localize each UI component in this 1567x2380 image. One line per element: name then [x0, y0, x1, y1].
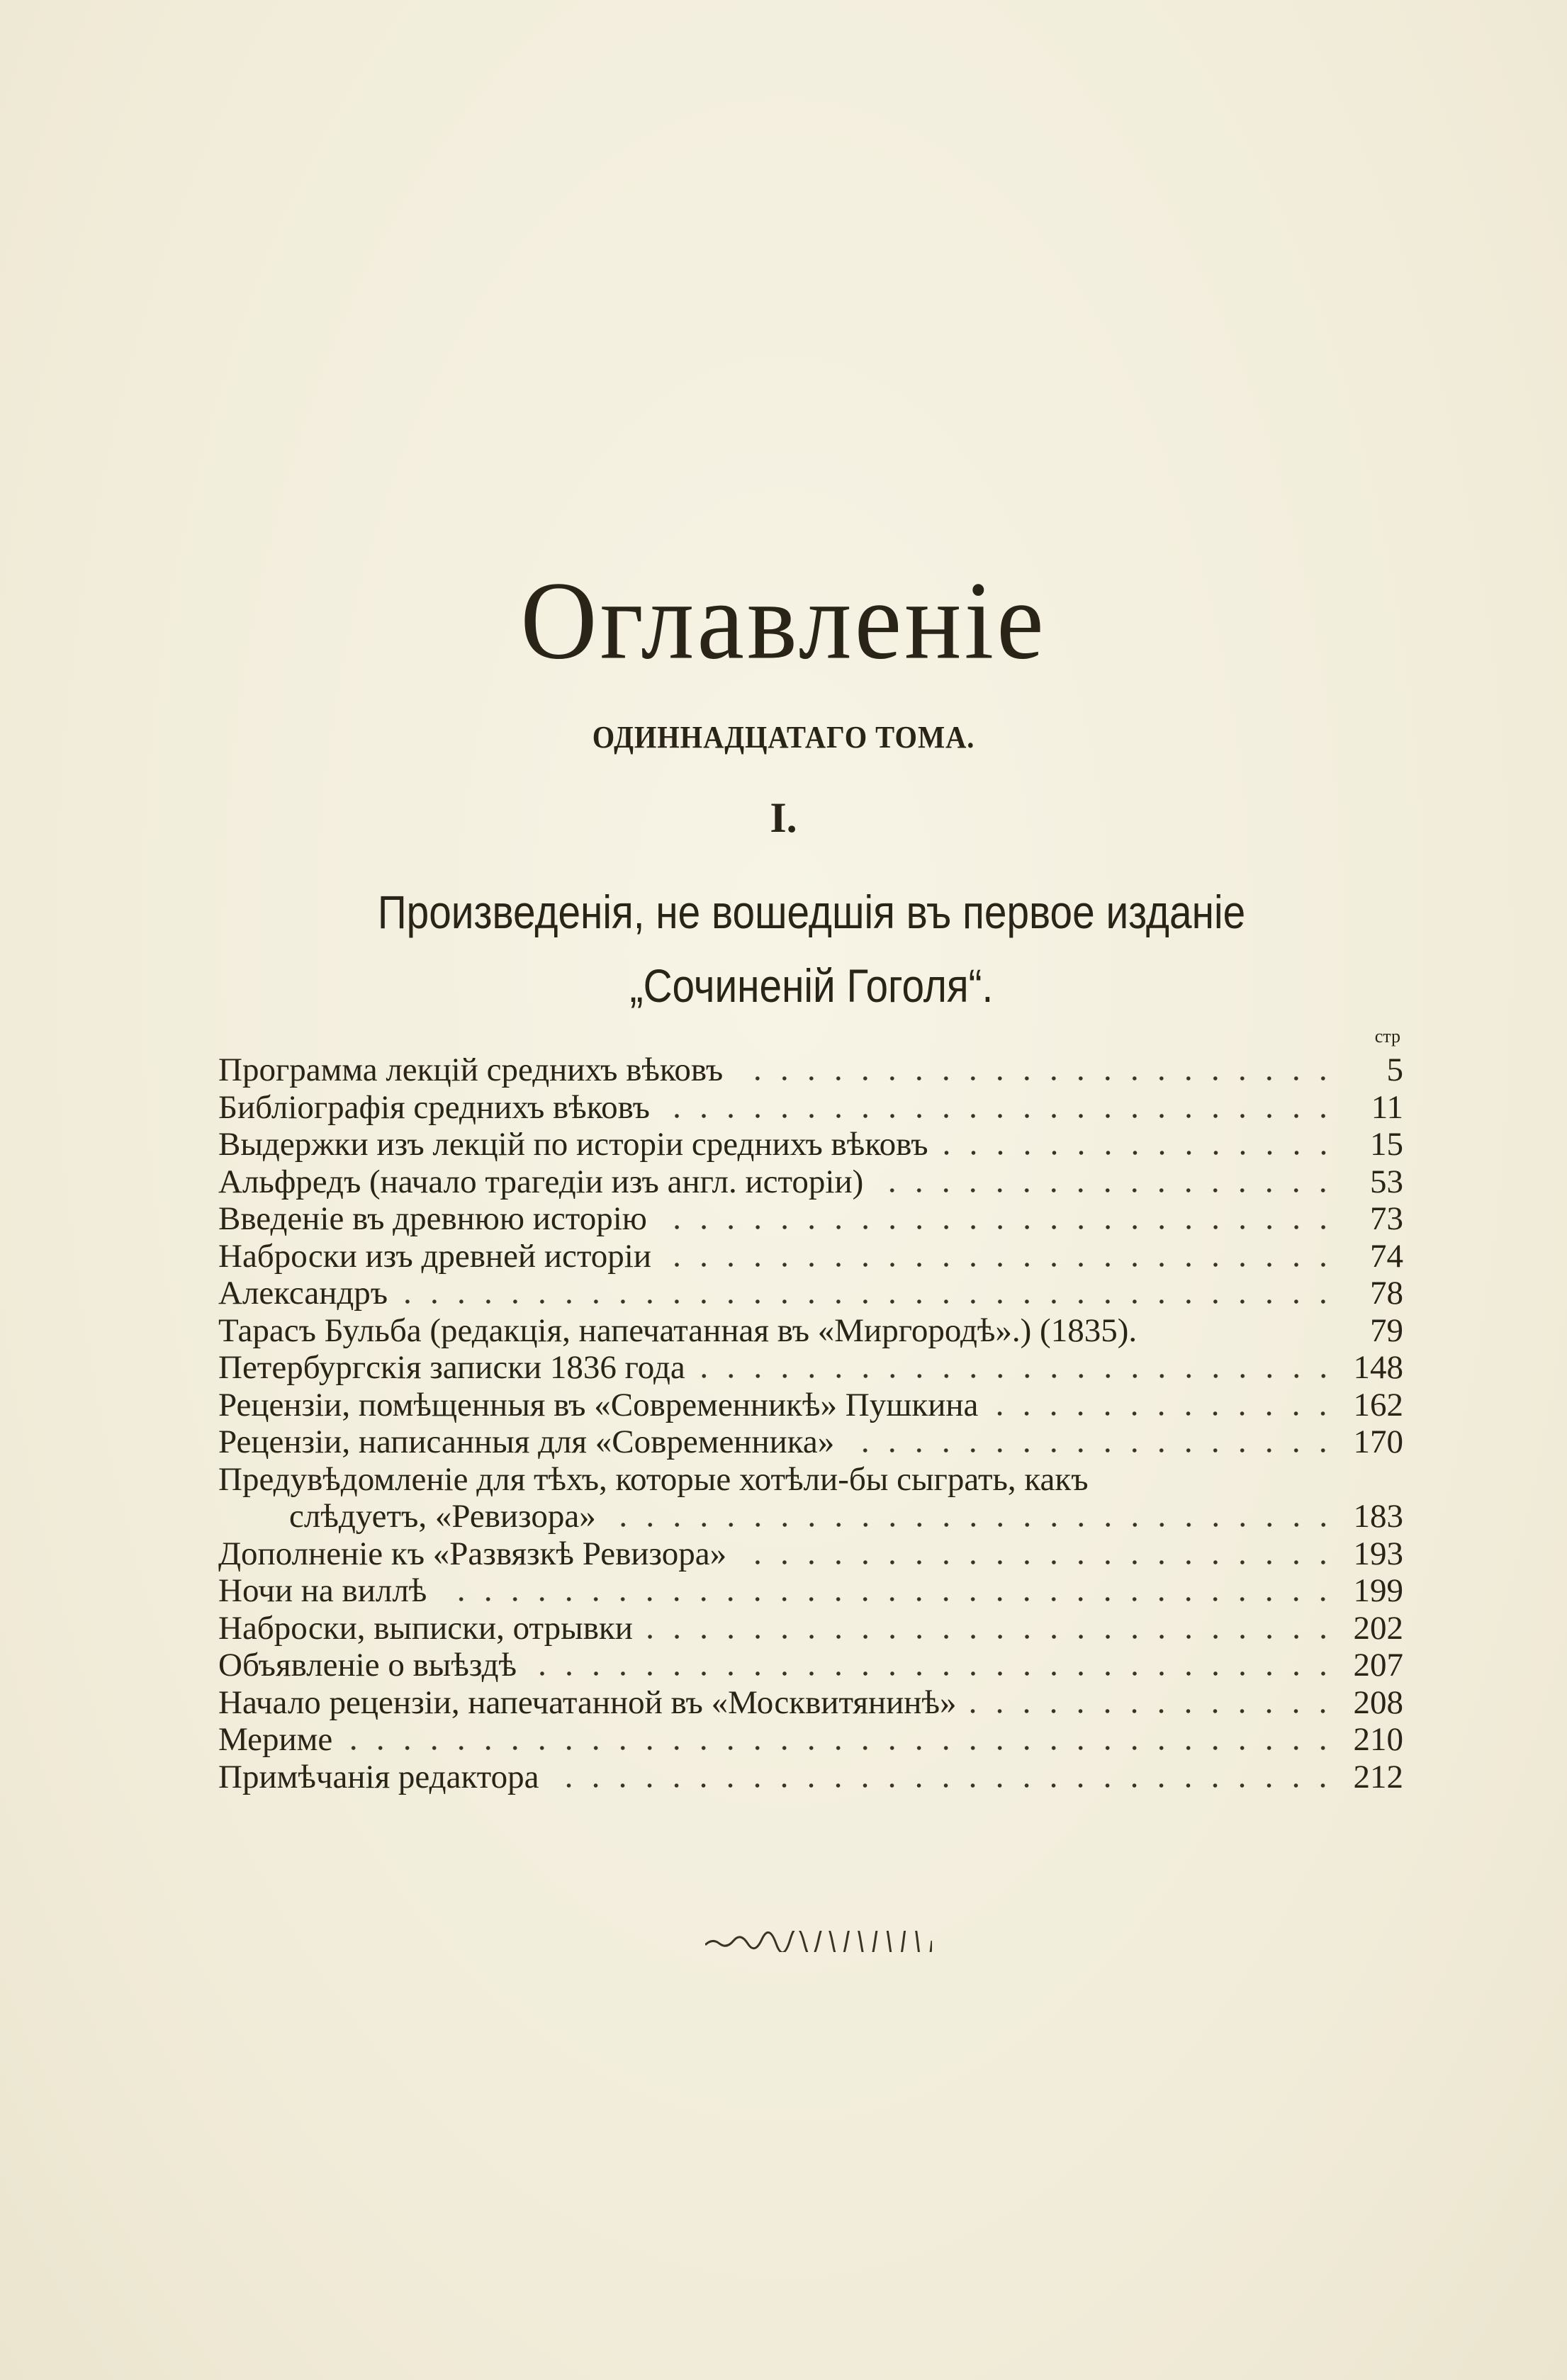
entry-title: Ночи на виллѣ — [218, 1572, 427, 1609]
toc-entry — [218, 1051, 1403, 1089]
toc-entry — [218, 1312, 1403, 1350]
entry-title: Наброски, выписки, отрывки — [218, 1609, 633, 1647]
entry-title: Выдержки изъ лекцій по исторіи среднихъ вѣковъ — [218, 1126, 928, 1163]
toc-entry — [218, 1238, 1403, 1275]
dot-leader — [938, 1151, 1337, 1155]
entry-page-number: 53 — [1370, 1163, 1403, 1200]
toc-entry — [218, 1684, 1403, 1722]
entry-title: Альфредъ (начало трагедіи изъ англ. исторіи) — [218, 1163, 864, 1200]
section-heading: Произведенія, не вошедшія въ первое изданіе „Сочиненій Гоголя“. — [377, 886, 1246, 1012]
entry-title: Наброски изъ древней исторіи — [218, 1237, 651, 1275]
table-of-contents — [218, 1051, 1403, 1795]
decorative-ornament-icon — [705, 1931, 932, 1952]
dot-leader — [844, 1448, 1337, 1453]
page-column-label: стр — [1374, 1026, 1400, 1047]
toc-entry — [218, 1126, 1403, 1163]
entry-page-number: 78 — [1370, 1275, 1403, 1312]
dot-leader — [661, 1263, 1337, 1267]
entry-title: Рецензіи, помѣщенныя въ «Современникѣ» Пушкина — [218, 1386, 979, 1423]
entry-title: Примѣчанія редактора — [218, 1758, 539, 1795]
entry-page-number: 148 — [1353, 1349, 1403, 1386]
dot-leader — [695, 1374, 1337, 1378]
toc-entry — [218, 1721, 1403, 1759]
entry-page-number: 193 — [1353, 1535, 1403, 1572]
page-title: Оглавленіе — [520, 558, 1047, 683]
dot-leader — [549, 1783, 1337, 1788]
entry-title: Программа лекцій среднихъ вѣковъ — [218, 1051, 724, 1088]
entry-title: Библіографія среднихъ вѣковъ — [218, 1088, 650, 1126]
toc-entry — [218, 1759, 1403, 1796]
entry-title: Дополненіе къ «Развязкѣ Ревизора» — [218, 1535, 727, 1572]
dot-leader — [988, 1411, 1337, 1416]
dot-leader — [398, 1299, 1337, 1304]
dot-leader — [733, 1076, 1337, 1081]
toc-entry — [218, 1163, 1403, 1201]
toc-entry — [218, 1349, 1403, 1387]
toc-entry — [218, 1461, 1403, 1499]
volume-subtitle: ОДИННАДЦАТАГО ТОМА. — [592, 720, 975, 755]
entry-title: Введеніе въ древнюю исторію — [218, 1200, 647, 1237]
toc-entry — [218, 1647, 1403, 1684]
entry-title: Объявленіе о выѣздѣ — [218, 1647, 517, 1684]
section-number: I. — [770, 794, 797, 841]
dot-leader — [966, 1709, 1337, 1713]
toc-entry — [218, 1387, 1403, 1424]
entry-title: Рецензіи, написанныя для «Современника» — [218, 1423, 835, 1460]
dot-leader — [657, 1225, 1337, 1229]
entry-page-number: 183 — [1353, 1498, 1403, 1535]
entry-page-number: 11 — [1371, 1088, 1403, 1126]
entry-page-number: 212 — [1353, 1758, 1403, 1795]
toc-entry — [218, 1423, 1403, 1461]
toc-entry — [218, 1572, 1403, 1610]
entry-title-continuation: слѣдуетъ, «Ревизора» — [289, 1498, 596, 1535]
entry-page-number: 74 — [1370, 1237, 1403, 1275]
toc-entry — [218, 1089, 1403, 1127]
dot-leader — [660, 1114, 1337, 1118]
dot-leader — [643, 1635, 1337, 1639]
dot-leader — [736, 1560, 1337, 1564]
dot-leader — [606, 1523, 1337, 1527]
dot-leader — [873, 1188, 1337, 1192]
toc-entry — [218, 1610, 1403, 1647]
entry-page-number: 162 — [1353, 1386, 1403, 1423]
entry-title: Предувѣдомленіе для тѣхъ, которые хотѣли-бы сыграть, какъ — [218, 1460, 1089, 1498]
entry-page-number: 170 — [1353, 1423, 1403, 1460]
toc-entry — [218, 1200, 1403, 1238]
entry-page-number: 210 — [1353, 1721, 1403, 1758]
toc-entry-continuation — [218, 1498, 1403, 1535]
entry-page-number: 202 — [1353, 1609, 1403, 1647]
entry-page-number: 199 — [1353, 1572, 1403, 1609]
entry-title: Тарасъ Бульба (редакція, напечатанная въ «Миргородѣ».) (1835). — [218, 1312, 1138, 1349]
entry-page-number: 79 — [1370, 1312, 1403, 1349]
entry-title: Петербургскія записки 1836 года — [218, 1349, 685, 1386]
entry-title: Александръ — [218, 1275, 388, 1312]
entry-title: Мериме — [218, 1721, 333, 1758]
toc-entry — [218, 1275, 1403, 1312]
dot-leader — [342, 1746, 1337, 1750]
dot-leader — [527, 1671, 1337, 1676]
entry-title: Начало рецензіи, напечатанной въ «Москвитянинѣ» — [218, 1684, 957, 1721]
dot-leader — [1147, 1337, 1337, 1341]
entry-page-number: 5 — [1386, 1051, 1403, 1088]
entry-page-number: 73 — [1370, 1200, 1403, 1237]
dot-leader — [437, 1597, 1337, 1601]
toc-entry — [218, 1535, 1403, 1573]
entry-page-number: 15 — [1370, 1126, 1403, 1163]
entry-page-number: 208 — [1353, 1684, 1403, 1721]
entry-page-number: 207 — [1353, 1647, 1403, 1684]
